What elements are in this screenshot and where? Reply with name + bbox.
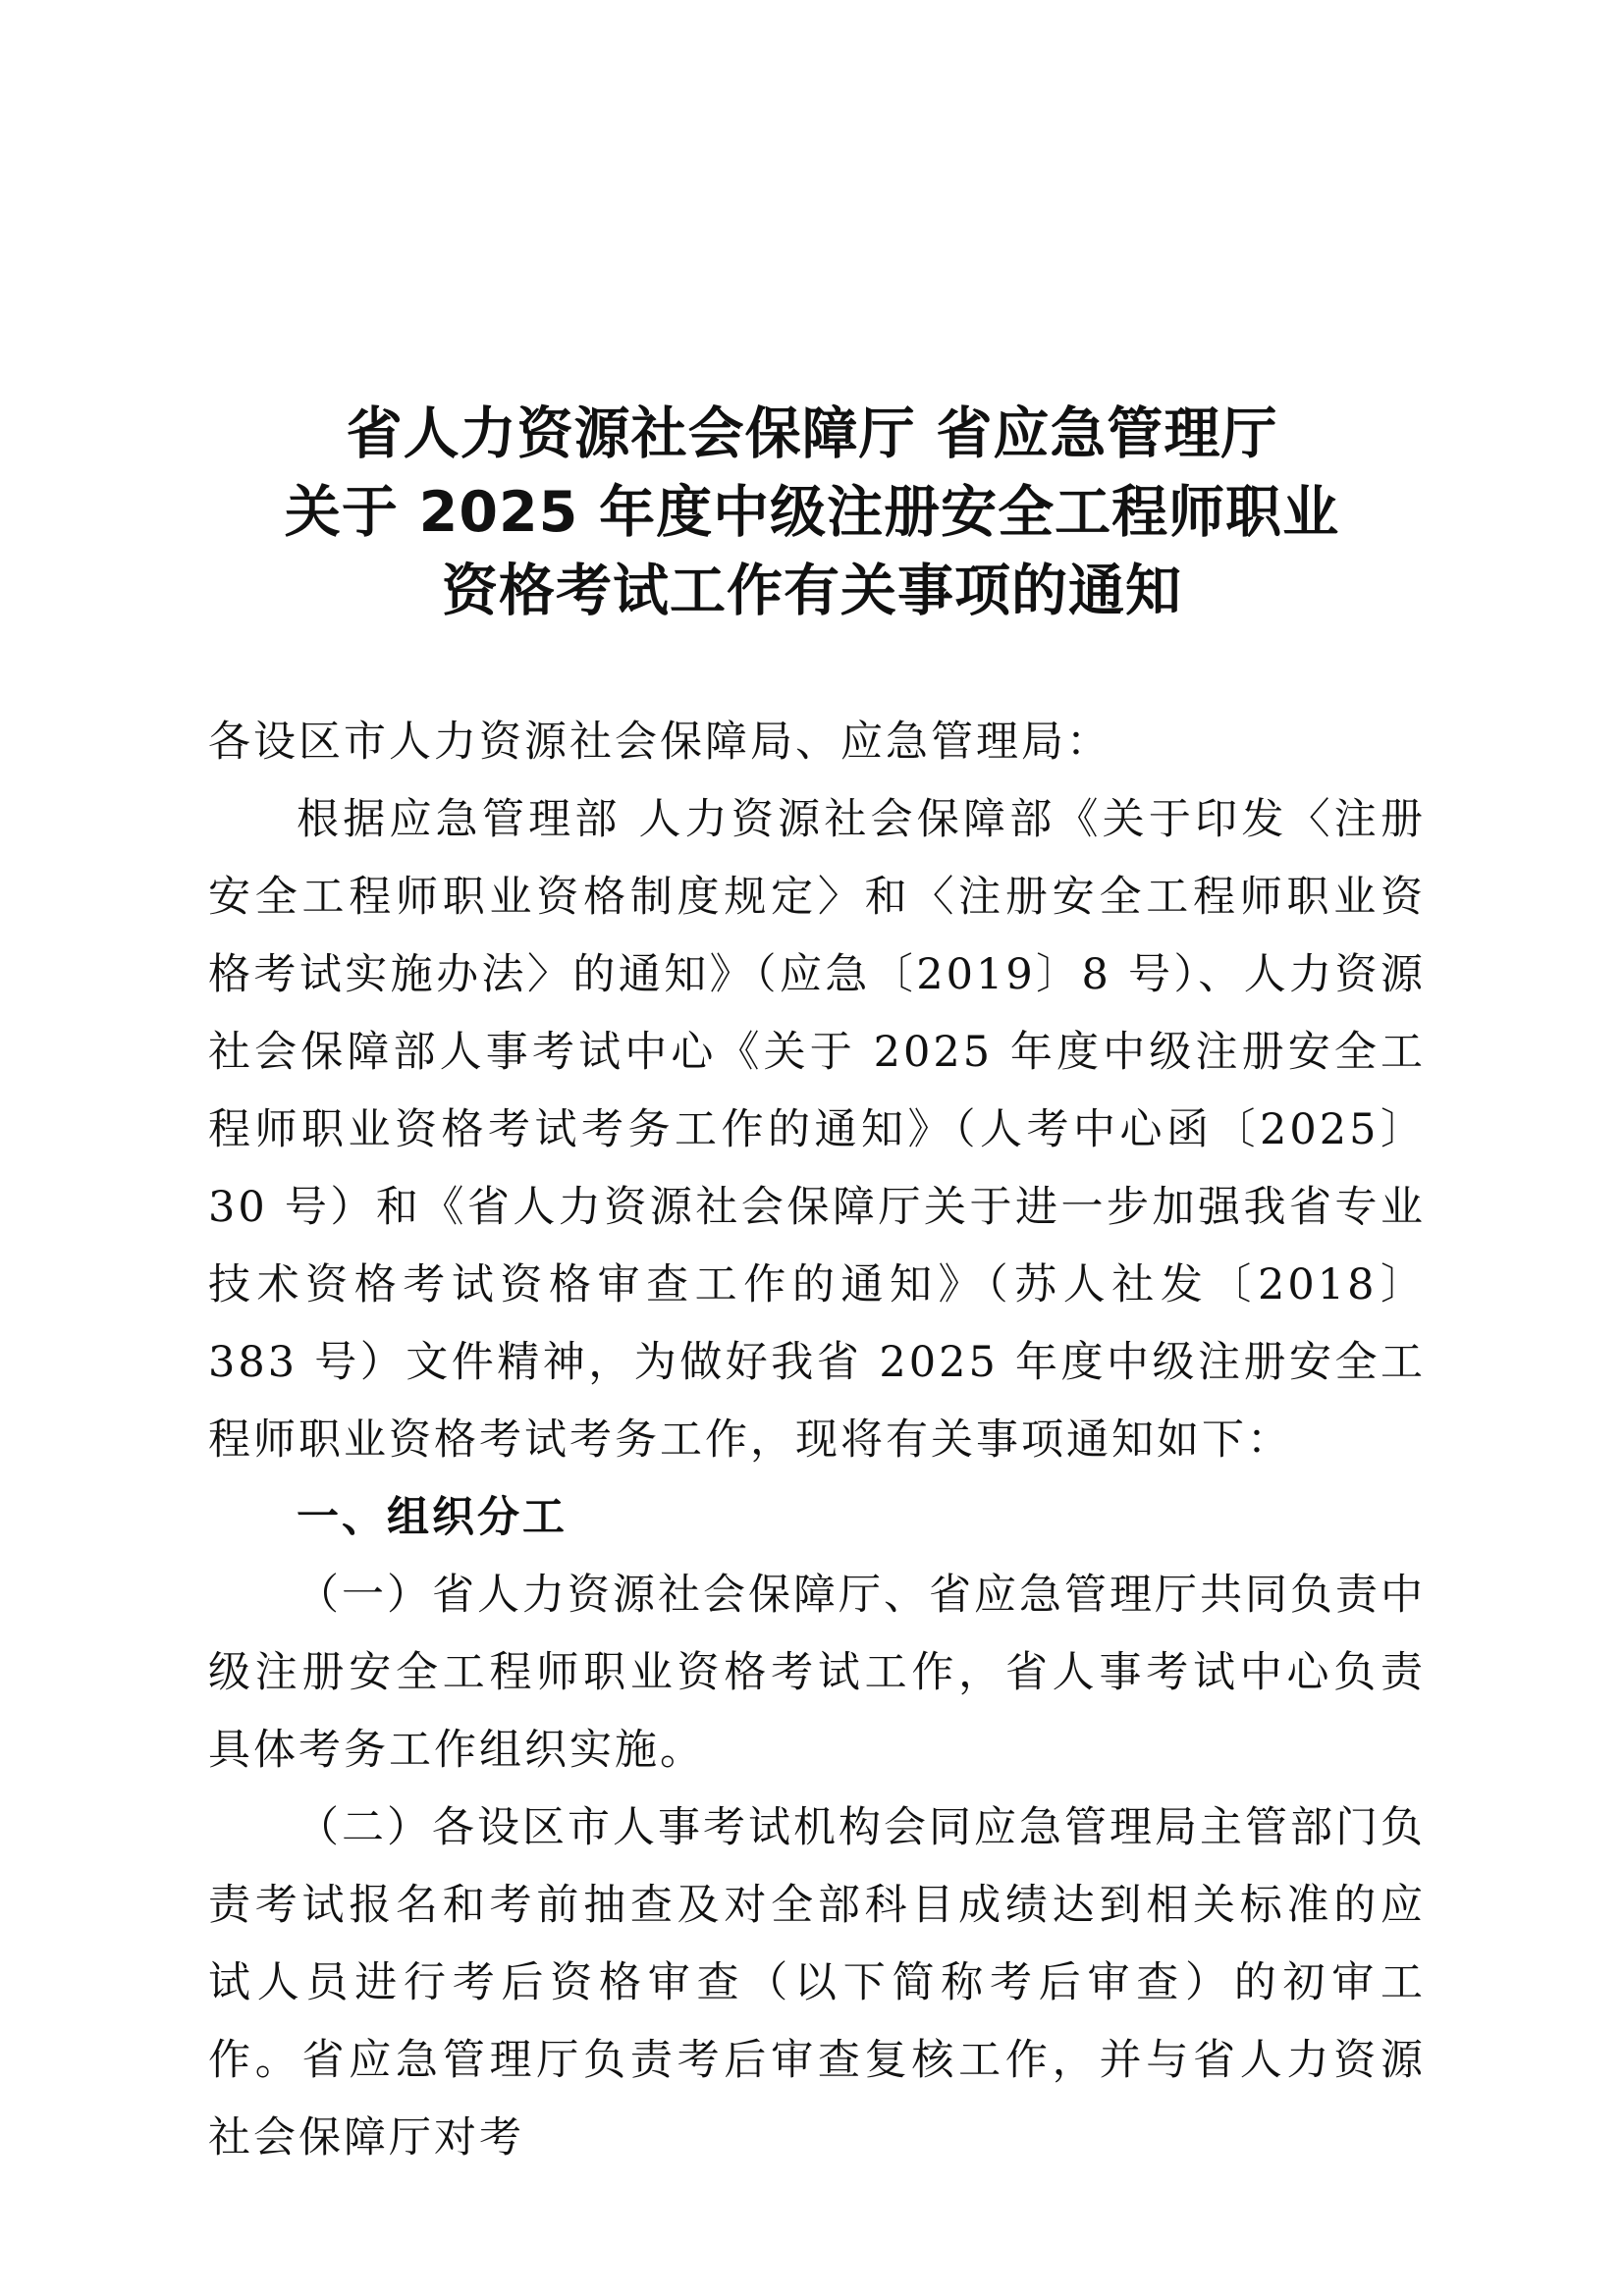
document-body [208, 704, 1426, 2177]
intro-paragraph: 根据应急管理部 人力资源社会保障部《关于印发〈注册安全工程师职业资格制度规定〉和〈注册安全工程师职业资格考试实施办法〉的通知》（应急〔2019〕8 号）、人力资源社会保障部人事考试中心《关于 2025 年度中级注册安全工程师职业资格考试考务工作的通知》（人考中心函〔2025〕30 号）和《省人力资源社会保障厅关于进一步加强我省专业技术资格考试资格审查工作的通知》（苏人社发〔2018〕383 号）文件精神，为做好我省 2025 年度中级注册安全工程师职业资格考试考务工作，现将有关事项通知如下： [208, 795, 1426, 1465]
document-title [177, 395, 1447, 630]
section-item-1: （一）省人力资源社会保障厅、省应急管理厅共同负责中级注册安全工程师职业资格考试工作，省人事考试中心负责具体考务工作组织实施。 [208, 1571, 1426, 1775]
section-item-2: （二）各设区市人事考试机构会同应急管理局主管部门负责考试报名和考前抽查及对全部科目成绩达到相关标准的应试人员进行考后资格审查（以下简称考后审查）的初审工作。省应急管理厅负责考后审查复核工作，并与省人力资源社会保障厅对考 [208, 1803, 1426, 2163]
title-line-1: 省人力资源社会保障厅 省应急管理厅 [346, 401, 1278, 466]
title-line-3: 资格考试工作有关事项的通知 [442, 559, 1182, 623]
title-line-2: 关于 2025 年度中级注册安全工程师职业 [284, 480, 1340, 545]
section-heading: 一、组织分工 [297, 1493, 568, 1542]
salutation: 各设区市人力资源社会保障局、应急管理局： [208, 718, 1111, 767]
